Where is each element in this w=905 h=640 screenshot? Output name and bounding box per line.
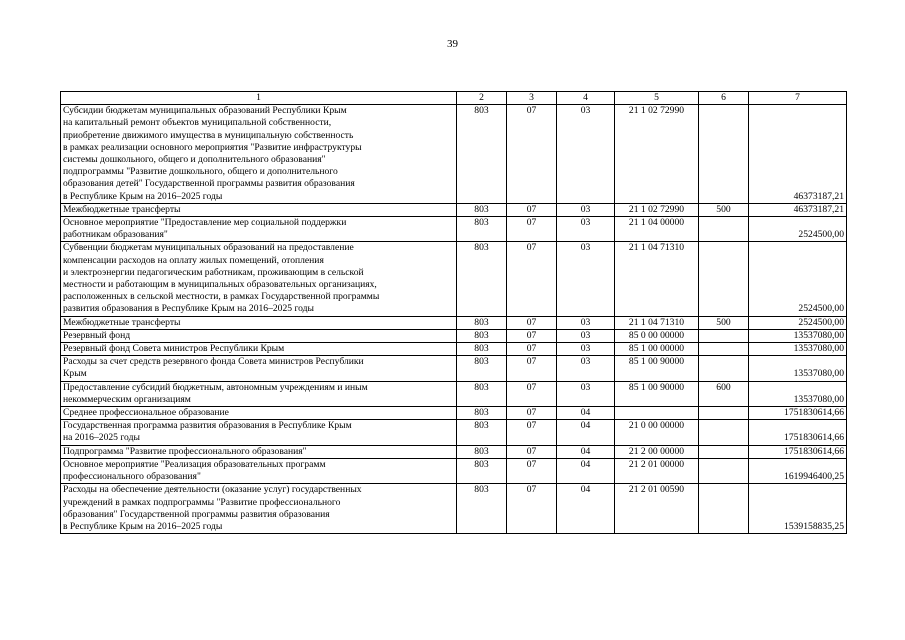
target-article-code <box>615 407 699 420</box>
subsection-code: 03 <box>557 381 615 406</box>
expense-type-code <box>699 445 749 458</box>
table-row <box>61 203 847 216</box>
table-row <box>61 445 847 458</box>
target-article-code: 21 2 01 00000 <box>615 458 699 483</box>
item-name: Предоставление субсидий бюджетным, автономным учреждениям и иным некоммерческим организациям <box>61 381 457 406</box>
ministry-code: 803 <box>457 203 507 216</box>
column-header: 1 <box>61 92 457 105</box>
item-name: Подпрограмма "Развитие профессионального образования" <box>61 445 457 458</box>
subsection-code: 03 <box>557 105 615 204</box>
table-row <box>61 242 847 316</box>
column-header: 2 <box>457 92 507 105</box>
ministry-code: 803 <box>457 105 507 204</box>
subsection-code: 04 <box>557 484 615 534</box>
section-code: 07 <box>507 343 557 356</box>
header-row <box>61 92 847 105</box>
column-header: 5 <box>615 92 699 105</box>
item-name: Межбюджетные трансферты <box>61 316 457 329</box>
column-header: 3 <box>507 92 557 105</box>
expense-type-code <box>699 356 749 381</box>
amount: 1751830614,66 <box>749 420 847 445</box>
table-row <box>61 484 847 534</box>
subsection-code: 04 <box>557 420 615 445</box>
ministry-code: 803 <box>457 329 507 342</box>
section-code: 07 <box>507 420 557 445</box>
section-code: 07 <box>507 329 557 342</box>
table-row <box>61 458 847 483</box>
item-name: Субвенции бюджетам муниципальных образований на предоставление компенсации расходов на оплату жилых помещений, отопления и электроэнергии педагогическим работникам, проживающим в сельской местности и работающим в муниципальных образовательных организациях, расположенных в сельской местности, в рамках Государственной программы развития образования в Республике Крым на 2016–2025 годы <box>61 242 457 316</box>
expense-type-code <box>699 217 749 242</box>
target-article-code: 85 1 00 90000 <box>615 381 699 406</box>
section-code: 07 <box>507 316 557 329</box>
item-name: Резервный фонд Совета министров Республики Крым <box>61 343 457 356</box>
ministry-code: 803 <box>457 316 507 329</box>
subsection-code: 03 <box>557 242 615 316</box>
ministry-code: 803 <box>457 242 507 316</box>
subsection-code: 04 <box>557 407 615 420</box>
section-code: 07 <box>507 445 557 458</box>
item-name: Расходы за счет средств резервного фонда Совета министров Республики Крым <box>61 356 457 381</box>
section-code: 07 <box>507 484 557 534</box>
ministry-code: 803 <box>457 381 507 406</box>
target-article-code: 21 1 02 72990 <box>615 105 699 204</box>
table-row <box>61 420 847 445</box>
page-number: 39 <box>447 38 458 50</box>
amount: 1751830614,66 <box>749 445 847 458</box>
table-row <box>61 105 847 204</box>
amount: 1751830614,66 <box>749 407 847 420</box>
subsection-code: 03 <box>557 316 615 329</box>
expense-type-code <box>699 484 749 534</box>
target-article-code: 21 1 04 00000 <box>615 217 699 242</box>
column-header: 6 <box>699 92 749 105</box>
expense-type-code <box>699 407 749 420</box>
table-row <box>61 316 847 329</box>
expense-type-code <box>699 343 749 356</box>
ministry-code: 803 <box>457 343 507 356</box>
amount: 2524500,00 <box>749 316 847 329</box>
target-article-code: 21 0 00 00000 <box>615 420 699 445</box>
expense-type-code: 600 <box>699 381 749 406</box>
ministry-code: 803 <box>457 407 507 420</box>
ministry-code: 803 <box>457 420 507 445</box>
amount: 13537080,00 <box>749 381 847 406</box>
amount: 13537080,00 <box>749 329 847 342</box>
column-header: 7 <box>749 92 847 105</box>
section-code: 07 <box>507 458 557 483</box>
target-article-code: 21 1 04 71310 <box>615 316 699 329</box>
table-row <box>61 329 847 342</box>
column-header: 4 <box>557 92 615 105</box>
section-code: 07 <box>507 105 557 204</box>
table-row <box>61 356 847 381</box>
ministry-code: 803 <box>457 356 507 381</box>
ministry-code: 803 <box>457 458 507 483</box>
expense-type-code <box>699 420 749 445</box>
expense-type-code: 500 <box>699 203 749 216</box>
amount: 46373187,21 <box>749 105 847 204</box>
section-code: 07 <box>507 407 557 420</box>
item-name: Среднее профессиональное образование <box>61 407 457 420</box>
item-name: Субсидии бюджетам муниципальных образований Республики Крым на капитальный ремонт объектов муниципальной собственности, приобретение движимого имущества в муниципальную собственность в рамках реализации основного мероприятия "Развитие инфраструктуры системы дошкольного, общего и дополнительного образования" подпрограммы "Развитие дошкольного, общего и дополнительного образования детей" Государственной программы развития образования в Республике Крым на 2016–2025 годы <box>61 105 457 204</box>
item-name: Межбюджетные трансферты <box>61 203 457 216</box>
ministry-code: 803 <box>457 484 507 534</box>
amount: 1539158835,25 <box>749 484 847 534</box>
subsection-code: 03 <box>557 217 615 242</box>
target-article-code: 85 1 00 00000 <box>615 343 699 356</box>
item-name: Расходы на обеспечение деятельности (оказание услуг) государственных учреждений в рамках подпрограммы "Развитие профессионального образования" Государственной программы развития образования в Республике Крым на 2016–2025 годы <box>61 484 457 534</box>
ministry-code: 803 <box>457 445 507 458</box>
target-article-code: 21 1 04 71310 <box>615 242 699 316</box>
expense-type-code <box>699 105 749 204</box>
expense-type-code <box>699 242 749 316</box>
table-row <box>61 343 847 356</box>
table-row <box>61 407 847 420</box>
amount: 2524500,00 <box>749 217 847 242</box>
section-code: 07 <box>507 203 557 216</box>
target-article-code: 85 0 00 00000 <box>615 329 699 342</box>
subsection-code: 04 <box>557 445 615 458</box>
section-code: 07 <box>507 217 557 242</box>
section-code: 07 <box>507 356 557 381</box>
amount: 46373187,21 <box>749 203 847 216</box>
subsection-code: 03 <box>557 329 615 342</box>
section-code: 07 <box>507 242 557 316</box>
table-row <box>61 381 847 406</box>
subsection-code: 03 <box>557 343 615 356</box>
ministry-code: 803 <box>457 217 507 242</box>
amount: 2524500,00 <box>749 242 847 316</box>
expense-type-code: 500 <box>699 316 749 329</box>
target-article-code: 21 2 00 00000 <box>615 445 699 458</box>
target-article-code: 85 1 00 90000 <box>615 356 699 381</box>
item-name: Резервный фонд <box>61 329 457 342</box>
target-article-code: 21 1 02 72990 <box>615 203 699 216</box>
target-article-code: 21 2 01 00590 <box>615 484 699 534</box>
item-name: Основное мероприятие "Реализация образовательных программ профессионального образования" <box>61 458 457 483</box>
subsection-code: 03 <box>557 356 615 381</box>
budget-table <box>60 91 847 534</box>
expense-type-code <box>699 458 749 483</box>
item-name: Государственная программа развития образования в Республике Крым на 2016–2025 годы <box>61 420 457 445</box>
table-row <box>61 217 847 242</box>
subsection-code: 03 <box>557 203 615 216</box>
item-name: Основное мероприятие "Предоставление мер социальной поддержки работникам образования" <box>61 217 457 242</box>
section-code: 07 <box>507 381 557 406</box>
expense-type-code <box>699 329 749 342</box>
amount: 1619946400,25 <box>749 458 847 483</box>
amount: 13537080,00 <box>749 356 847 381</box>
subsection-code: 04 <box>557 458 615 483</box>
amount: 13537080,00 <box>749 343 847 356</box>
